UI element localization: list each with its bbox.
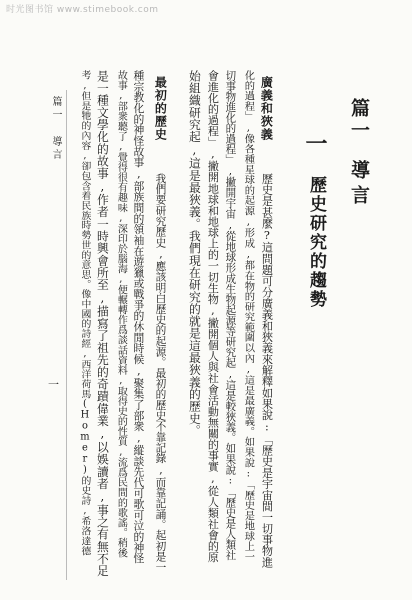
watermark: 时光图书馆 www.stimebook.com <box>6 5 159 15</box>
chapter-title: 導言 <box>348 160 370 210</box>
paragraph-column-7: 種宗教化的神怪故事,部族間的領袖在遊獵或戰爭的休閒時候,聚集了部衆,縱談先代可歌可泣的神怪 <box>132 70 146 564</box>
paragraph-column-8: 故事,部衆聽了,覺得很有趣味,深印於腦海,便輾轉作爲談話資料,取得史的性質,流爲民間的歌謠。稍後 <box>115 70 127 558</box>
question-text: 歷史是甚麼? <box>260 173 274 242</box>
body-text: 這問題可分廣義和狹義來解釋如果說:「歷史是宇宙間一切事物進 <box>260 241 274 568</box>
side-heading-earliest-history: 最初的歷史 <box>153 76 168 141</box>
paragraph-column-6: 最初的歷史 我們要研究歷史,應該明白歷史的起源。最初的歷史不靠記錄,而靠記誦。起初是一 <box>153 76 168 573</box>
section-title: 歷史研究的趨勢 <box>306 176 326 309</box>
paragraph-column-3: 切事物進化的過程」,撇開宇宙,從地球形成生物起源等研究起,這是較狹義。如果說:「歷史是人類社 <box>224 70 237 561</box>
paragraph-column-1 <box>258 76 274 568</box>
paragraph-column-10: 考,但是牠的內容,卻包含着民族時勢世的意思。像中國的詩經,西洋荷馬(Homer)的史詩,希洛達德 <box>79 70 91 556</box>
paragraph-column-5: 始組織研究起,這是最狹義。我們現在研究的就是這最狹義的歷史。 <box>187 70 202 437</box>
chapter-label: 篇一 <box>348 98 370 142</box>
margin-rule <box>66 90 67 580</box>
page-number: 一 <box>48 378 59 391</box>
paragraph-column-4: 會進化的過程」,撇開地球和地球上的一切生物,撇開個人與社會活動無關的事實,從人類社會的原 <box>206 70 220 563</box>
side-heading-broad-narrow: 廣義和狹義 <box>259 76 274 141</box>
chapter-heading <box>346 98 373 142</box>
paragraph-column-2: 化的過程」,像各種星球的起源,形成,都在物的研究範圍以內,這是最廣義。如果說:「歷史是地球上一 <box>242 70 255 562</box>
running-head: 篇一 導言 <box>50 96 61 162</box>
section-number: 一 <box>302 132 328 154</box>
paragraph-column-9: 是一種文學化的故事,作者一時興會所至,描寫了祖先的奇蹟偉業,以娛讀者,事之有無不足 <box>95 70 110 577</box>
